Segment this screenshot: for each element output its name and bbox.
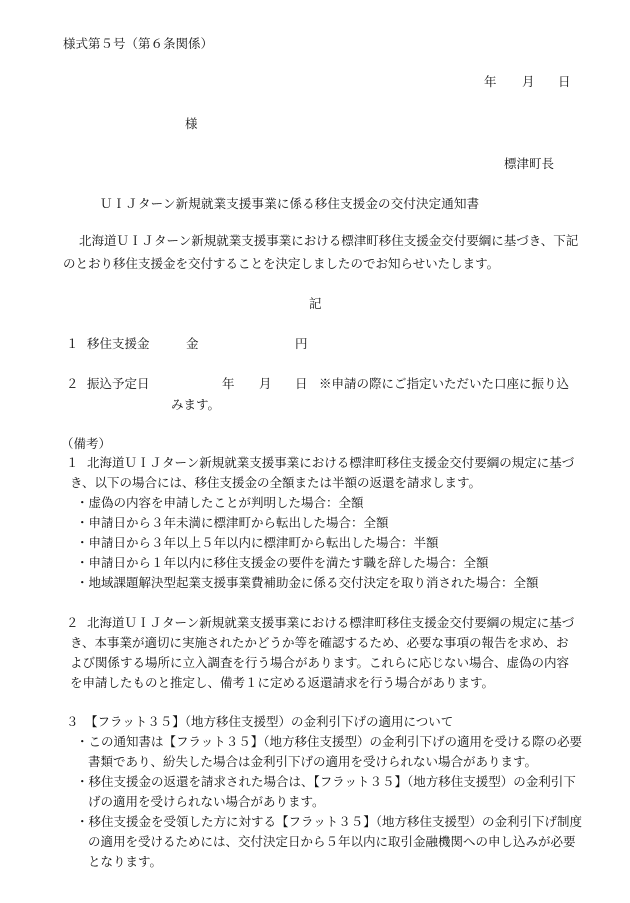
- date-year: 年: [484, 74, 497, 89]
- item-2-label: 振込予定日: [87, 376, 150, 391]
- remark-3-bullet-1-line-2: 書類であり、紛失した場合は金利引下げの適用を受けられない場合があります。: [88, 754, 538, 769]
- remark-2-line-2: き、本事業が適切に実施されたかどうか等を確認するため、必要な事項の報告を求め、お: [70, 635, 569, 650]
- intro-line-1: 北海道ＵＩＪターン新規就業支援事業における標津町移住支援金交付要綱に基づき、下記: [79, 233, 579, 248]
- item-2-month: 月: [259, 376, 272, 391]
- remark-2-line-3: よび関係する場所に立入調査を行う場合があります。これらに応じない場合、虚偽の内容: [70, 655, 570, 670]
- item-1-kin: 金: [186, 336, 199, 351]
- item-2-year: 年: [222, 376, 235, 391]
- remark-3-bullet-2-line-2: げの適用を受けられない場合があります。: [88, 794, 325, 809]
- remark-3-bullet-3-line-2: の適用を受けるためには、交付決定日から５年以内に取引金融機関への申し込みが必要: [88, 834, 576, 849]
- remark-3-bullet-1-line-1: ・この通知書は【フラット３５】（地方移住支援型）の金利引下げの適用を受ける際の必要: [76, 734, 583, 749]
- document-title: ＵＩＪターン新規就業支援事業に係る移住支援金の交付決定通知書: [100, 196, 480, 211]
- item-2-number: ２: [66, 376, 79, 391]
- remark-1-bullet: ・地域課題解決型起業支援事業費補助金に係る交付決定を取り消された場合：全額: [76, 575, 539, 590]
- date-day: 日: [558, 74, 571, 89]
- item-2-note-line-2: みます。: [171, 397, 221, 412]
- item-1-label: 移住支援金: [87, 336, 150, 351]
- remark-2-number: ２: [66, 615, 79, 630]
- item-1-number: １: [66, 336, 79, 351]
- intro-line-2: のとおり移住支援金を交付することを決定しましたのでお知らせいたします。: [63, 256, 500, 271]
- remarks-heading: （備考）: [61, 436, 112, 451]
- ki-heading: 記: [309, 296, 322, 311]
- remark-3-bullet-3-line-1: ・移住支援金を受領した方に対する【フラット３５】（地方移住支援型）の金利引下げ制度: [76, 814, 583, 829]
- remark-1-bullet: ・虚偽の内容を申請したことが判明した場合：全額: [76, 495, 364, 510]
- recipient-suffix: 様: [185, 116, 198, 131]
- item-1-yen: 円: [295, 336, 308, 351]
- remark-3-heading: 【フラット３５】（地方移住支援型）の金利引下げの適用について: [85, 714, 454, 729]
- remark-3-bullet-3-line-3: となります。: [88, 854, 163, 869]
- remark-1-bullet: ・申請日から３年未満に標津町から転出した場合：全額: [76, 515, 389, 530]
- remark-1-line-1: 北海道ＵＩＪターン新規就業支援事業における標津町移住支援金交付要綱の規定に基づ: [87, 455, 575, 470]
- issuer: 標津町長: [504, 156, 555, 171]
- remark-3-bullet-2-line-1: ・移住支援金の返還を請求された場合は、【フラット３５】（地方移住支援型）の金利引下: [76, 774, 576, 789]
- remark-3-number: ３: [66, 714, 79, 729]
- item-2-note-line-1: ※申請の際にご指定いただいた口座に振り込: [319, 376, 570, 391]
- remark-1-bullet: ・申請日から３年以上５年以内に標津町から転出した場合：半額: [76, 535, 439, 550]
- date-month: 月: [522, 74, 535, 89]
- remark-2-line-4: を申請したものと推定し、備考１に定める返還請求を行う場合があります。: [70, 675, 495, 690]
- item-2-day: 日: [295, 376, 308, 391]
- remark-1-bullet: ・申請日から１年以内に移住支援金の要件を満たす職を辞した場合：全額: [76, 555, 489, 570]
- remark-2-line-1: 北海道ＵＩＪターン新規就業支援事業における標津町移住支援金交付要綱の規定に基づ: [87, 615, 575, 630]
- remark-1-number: １: [66, 455, 79, 470]
- form-label: 様式第５号（第６条関係）: [63, 36, 214, 51]
- remark-1-line-2: き、以下の場合には、移住支援金の全額または半額の返還を請求します。: [70, 475, 482, 490]
